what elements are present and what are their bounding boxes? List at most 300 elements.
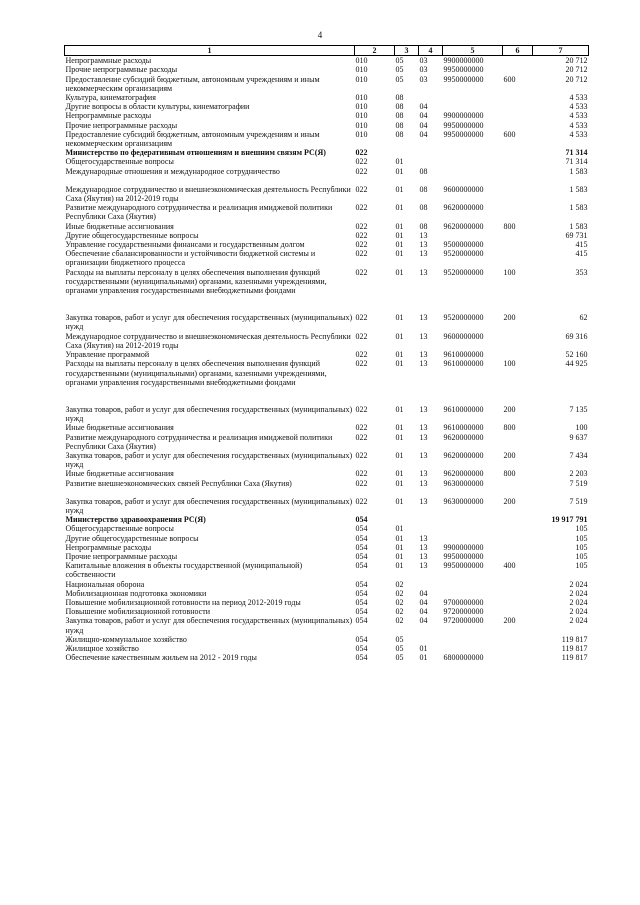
row-target-cell <box>443 635 503 644</box>
row-code-cell: 010 <box>355 111 368 121</box>
row-target-cell: 9950000000 <box>443 120 484 130</box>
row-amount-cell: 105 <box>575 561 588 571</box>
row-name-cell: Культура, кинематография <box>65 93 156 103</box>
row-amount-cell: 20 712 <box>565 56 588 66</box>
row-amount-cell: 4 533 <box>569 120 588 130</box>
row-name-cell: Национальная оборона <box>65 579 145 589</box>
row-section-cell: 01 <box>395 432 404 442</box>
row-amount-cell: 4 533 <box>569 129 588 139</box>
row-target-cell: 6800000000 <box>443 653 484 663</box>
row-code-cell: 022 <box>355 469 368 479</box>
table-row <box>65 543 589 552</box>
row-section-cell: 01 <box>395 249 404 259</box>
table-row <box>65 405 589 423</box>
table-row <box>65 653 589 662</box>
row-amount-cell: 7 434 <box>569 450 588 460</box>
column-header: 5 <box>443 46 503 56</box>
row-name-cell: Общегосударственные вопросы <box>65 524 174 534</box>
row-amount-cell: 1 583 <box>569 221 588 231</box>
row-section-cell: 01 <box>395 240 404 250</box>
row-section-cell: 01 <box>395 331 404 341</box>
row-subsection-cell: 13 <box>419 230 428 240</box>
row-subsection-cell <box>419 515 443 524</box>
row-target-cell: 9500000000 <box>443 240 484 250</box>
table-row <box>65 148 589 157</box>
table-row <box>65 157 589 166</box>
row-section-cell: 01 <box>395 313 404 323</box>
table-row <box>65 249 589 267</box>
row-subsection-cell: 13 <box>419 240 428 250</box>
row-target-cell: 9630000000 <box>443 478 484 488</box>
table-row <box>65 607 589 616</box>
row-name-cell: Расходы на выплаты персоналу в целях обеспечения выполнения функций государственными (муниципальными) органами, казенными учреждениями, органами управления государственными внебюджетными фондами <box>65 267 327 296</box>
row-section-cell: 05 <box>395 74 404 84</box>
table-row <box>65 185 589 203</box>
table-row <box>65 451 589 469</box>
row-section-cell: 05 <box>395 56 404 66</box>
row-target-cell: 9900000000 <box>443 542 484 552</box>
row-type-cell: 400 <box>503 561 516 571</box>
row-name-cell: Повышение мобилизационной готовности на период 2012-2019 годы <box>65 597 301 607</box>
row-code-cell: 054 <box>355 616 368 626</box>
row-code-cell: 022 <box>355 432 368 442</box>
row-target-cell <box>443 580 503 589</box>
row-section-cell: 01 <box>395 469 404 479</box>
row-section-cell: 02 <box>395 616 404 626</box>
row-amount-cell: 415 <box>575 240 588 250</box>
row-amount-cell: 105 <box>575 542 588 552</box>
row-subsection-cell: 13 <box>419 551 428 561</box>
table-row <box>65 423 589 432</box>
row-code-cell: 054 <box>355 588 368 598</box>
row-target-cell: 9600000000 <box>443 331 484 341</box>
row-section-cell: 01 <box>395 496 404 506</box>
row-amount-cell: 105 <box>575 524 588 534</box>
row-type-cell: 600 <box>503 129 516 139</box>
row-target-cell <box>443 102 503 111</box>
table-row <box>65 524 589 533</box>
row-amount-cell: 415 <box>575 249 588 259</box>
row-section-cell: 01 <box>395 542 404 552</box>
row-section-cell: 01 <box>395 184 404 194</box>
row-section-cell: 05 <box>395 653 404 663</box>
row-type-cell <box>503 185 533 203</box>
row-amount-cell: 7 135 <box>569 404 588 414</box>
row-name-cell: Международное сотрудничество и внешнеэкономическая деятельность Республики Саха (Якутия) на 2012-2019 годы <box>65 184 351 204</box>
row-subsection-cell: 08 <box>419 221 428 231</box>
row-section-cell: 01 <box>395 230 404 240</box>
row-type-cell <box>503 635 533 644</box>
row-code-cell: 022 <box>355 350 368 360</box>
row-amount-cell: 69 316 <box>565 331 588 341</box>
row-amount-cell: 105 <box>575 551 588 561</box>
row-section-cell: 01 <box>395 157 404 167</box>
row-name-cell: Предоставление субсидий бюджетным, автономным учреждениям и иным некоммерческим организациям <box>65 74 320 93</box>
row-subsection-cell: 13 <box>419 542 428 552</box>
row-section-cell: 01 <box>395 359 404 369</box>
row-section-cell: 01 <box>395 267 404 277</box>
row-type-cell: 200 <box>503 616 516 626</box>
row-target-cell: 9950000000 <box>443 551 484 561</box>
row-code-cell: 054 <box>355 607 368 617</box>
row-target-cell: 9630000000 <box>443 496 484 506</box>
row-section-cell <box>395 148 419 157</box>
table-row <box>65 111 589 120</box>
row-section-cell: 01 <box>395 350 404 360</box>
table-row <box>65 65 589 74</box>
row-target-cell: 9620000000 <box>443 432 484 442</box>
row-target-cell: 9720000000 <box>443 607 484 617</box>
row-target-cell: 9950000000 <box>443 561 484 571</box>
row-code-cell: 022 <box>355 221 368 231</box>
row-subsection-cell <box>419 635 443 644</box>
row-name-cell: Иные бюджетные ассигнования <box>65 423 174 433</box>
column-header: 4 <box>419 46 443 56</box>
table-row <box>65 268 589 314</box>
row-subsection-cell: 01 <box>419 653 428 663</box>
row-name-cell: Закупка товаров, работ и услуг для обеспечения государственных (муниципальных) нужд <box>65 450 353 470</box>
row-code-cell: 054 <box>355 597 368 607</box>
row-amount-cell: 105 <box>575 533 588 543</box>
row-type-cell <box>503 543 533 552</box>
row-name-cell: Управление государственными финансами и государственным долгом <box>65 240 305 250</box>
row-name-cell: Международные отношения и международное сотрудничество <box>65 166 280 176</box>
table-row <box>65 479 589 497</box>
row-target-cell: 9900000000 <box>443 111 484 121</box>
row-subsection-cell: 13 <box>419 496 428 506</box>
row-amount-cell: 19 917 791 <box>551 515 588 525</box>
row-name-cell: Закупка товаров, работ и услуг для обеспечения государственных (муниципальных) нужд <box>65 496 353 515</box>
row-section-cell: 01 <box>395 478 404 488</box>
row-type-cell <box>503 167 533 185</box>
row-code-cell: 054 <box>355 551 368 561</box>
table-row <box>65 598 589 607</box>
row-amount-cell: 71 314 <box>565 157 588 167</box>
row-name-cell: Непрограммные расходы <box>65 56 152 66</box>
row-target-cell <box>443 589 503 598</box>
row-target-cell: 9720000000 <box>443 616 484 626</box>
row-subsection-cell <box>419 580 443 589</box>
row-section-cell: 08 <box>395 111 404 121</box>
row-subsection-cell: 13 <box>419 478 428 488</box>
row-code-cell: 022 <box>355 450 368 460</box>
table-row <box>65 130 589 148</box>
row-code-cell: 054 <box>355 634 368 644</box>
row-name-cell: Прочие непрограммные расходы <box>65 551 178 561</box>
row-amount-cell: 2 024 <box>569 588 588 598</box>
row-name-cell: Другие общегосударственные вопросы <box>65 230 199 240</box>
row-code-cell: 054 <box>355 524 368 534</box>
row-subsection-cell: 04 <box>419 129 428 139</box>
row-name-cell: Развитие международного сотрудничества и реализация имиджевой политики Республики Саха (Якутия) <box>65 432 333 451</box>
row-target-cell <box>443 93 503 102</box>
row-type-cell: 200 <box>503 404 516 414</box>
row-amount-cell: 2 024 <box>569 597 588 607</box>
row-code-cell: 054 <box>355 561 368 571</box>
row-subsection-cell: 04 <box>419 597 428 607</box>
row-name-cell: Предоставление субсидий бюджетным, автономным учреждениям и иным некоммерческим организациям <box>65 129 320 149</box>
column-header: 6 <box>503 46 533 56</box>
table-row <box>65 433 589 451</box>
row-name-cell: Министерство по федеративным отношениям и внешним связям РС(Я) <box>65 148 326 158</box>
row-subsection-cell: 13 <box>419 350 428 360</box>
row-amount-cell: 1 583 <box>569 166 588 176</box>
row-code-cell: 022 <box>355 203 368 213</box>
row-type-cell <box>503 479 533 497</box>
row-type-cell <box>503 332 533 350</box>
row-target-cell <box>443 148 503 157</box>
row-type-cell: 200 <box>503 450 516 460</box>
row-type-cell <box>503 157 533 166</box>
table-row <box>65 93 589 102</box>
row-amount-cell: 2 024 <box>569 579 588 589</box>
row-amount-cell: 353 <box>575 267 588 277</box>
row-name-cell: Иные бюджетные ассигнования <box>65 221 174 231</box>
row-code-cell: 010 <box>355 65 368 75</box>
row-type-cell <box>503 121 533 130</box>
row-name-cell: Иные бюджетные ассигнования <box>65 469 174 479</box>
table-row <box>65 635 589 644</box>
row-section-cell: 01 <box>395 404 404 414</box>
table-row <box>65 561 589 579</box>
row-name-cell: Закупка товаров, работ и услуг для обеспечения государственных (муниципальных) нужд <box>65 616 353 635</box>
row-amount-cell: 20 712 <box>565 65 588 75</box>
table-header-row <box>65 46 589 56</box>
row-amount-cell: 119 817 <box>561 643 588 653</box>
row-name-cell: Прочие непрограммные расходы <box>65 120 178 130</box>
budget-table <box>64 45 589 662</box>
row-code-cell: 022 <box>355 240 368 250</box>
row-subsection-cell: 03 <box>419 65 428 75</box>
row-target-cell <box>443 231 503 240</box>
row-target-cell <box>443 157 503 166</box>
row-amount-cell: 62 <box>579 313 588 323</box>
row-code-cell: 022 <box>355 331 368 341</box>
row-target-cell: 9620000000 <box>443 450 484 460</box>
row-target-cell: 9600000000 <box>443 184 484 194</box>
row-name-cell: Жилищное хозяйство <box>65 643 139 653</box>
row-section-cell: 05 <box>395 65 404 75</box>
row-section-cell: 08 <box>395 102 404 112</box>
row-subsection-cell: 03 <box>419 56 428 66</box>
row-type-cell <box>503 653 533 662</box>
row-type-cell <box>503 515 533 524</box>
row-amount-cell: 20 712 <box>565 74 588 84</box>
row-subsection-cell: 04 <box>419 111 428 121</box>
row-code-cell: 022 <box>355 496 368 506</box>
row-amount-cell: 119 817 <box>561 653 588 663</box>
row-subsection-cell: 13 <box>419 533 428 543</box>
row-code-cell: 054 <box>355 542 368 552</box>
row-subsection-cell: 13 <box>419 561 428 571</box>
row-target-cell: 9610000000 <box>443 350 484 360</box>
row-target-cell <box>443 524 503 533</box>
row-target-cell: 9620000000 <box>443 221 484 231</box>
row-code-cell: 022 <box>355 184 368 194</box>
row-subsection-cell: 13 <box>419 249 428 259</box>
table-row <box>65 240 589 249</box>
row-type-cell <box>503 249 533 267</box>
table-row <box>65 359 589 405</box>
row-subsection-cell: 13 <box>419 450 428 460</box>
table-row <box>65 231 589 240</box>
row-target-cell: 9520000000 <box>443 313 484 323</box>
row-code-cell: 054 <box>355 653 368 663</box>
row-code-cell: 022 <box>355 148 368 158</box>
row-subsection-cell: 08 <box>419 184 428 194</box>
row-name-cell: Обеспечение сбалансированности и устойчивости бюджетной системы и организации бюджетного процесса <box>65 249 316 268</box>
row-type-cell <box>503 65 533 74</box>
table-row <box>65 332 589 350</box>
row-code-cell: 022 <box>355 230 368 240</box>
row-name-cell: Обеспечение качественным жильем на 2012 - 2019 годы <box>65 653 257 663</box>
row-code-cell: 022 <box>355 423 368 433</box>
row-section-cell: 01 <box>395 423 404 433</box>
row-target-cell: 9620000000 <box>443 469 484 479</box>
row-section-cell: 08 <box>395 120 404 130</box>
row-type-cell: 800 <box>503 469 516 479</box>
row-subsection-cell: 04 <box>419 616 428 626</box>
row-type-cell: 100 <box>503 267 516 277</box>
row-amount-cell: 71 314 <box>565 148 588 158</box>
row-target-cell <box>443 167 503 185</box>
table-row <box>65 497 589 515</box>
row-subsection-cell: 13 <box>419 432 428 442</box>
row-amount-cell: 44 925 <box>565 359 588 369</box>
table-row <box>65 102 589 111</box>
row-type-cell <box>503 111 533 120</box>
row-name-cell: Расходы на выплаты персоналу в целях обеспечения выполнения функций государственными (муниципальными) органами, казенными учреждениями, органами управления государственными внебюджетными фондами <box>65 359 327 387</box>
row-target-cell: 9520000000 <box>443 249 484 259</box>
row-type-cell <box>503 203 533 221</box>
row-subsection-cell: 03 <box>419 74 428 84</box>
row-amount-cell: 119 817 <box>561 634 588 644</box>
row-name-cell: Управление программой <box>65 350 150 360</box>
row-name-cell: Министерство здравоохранения РС(Я) <box>65 515 206 525</box>
row-amount-cell: 2 203 <box>569 469 588 479</box>
row-subsection-cell: 13 <box>419 331 428 341</box>
row-section-cell: 08 <box>395 129 404 139</box>
row-subsection-cell: 01 <box>419 643 428 653</box>
row-amount-cell: 4 533 <box>569 102 588 112</box>
row-subsection-cell: 13 <box>419 423 428 433</box>
table-row <box>65 580 589 589</box>
row-amount-cell: 9 637 <box>569 432 588 442</box>
row-amount-cell: 4 533 <box>569 111 588 121</box>
row-name-cell: Непрограммные расходы <box>65 542 152 552</box>
row-code-cell: 054 <box>355 643 368 653</box>
row-name-cell: Развитие международного сотрудничества и реализация имиджевой политики Республики Саха (Якутия) <box>65 203 333 222</box>
row-section-cell: 08 <box>395 93 404 103</box>
row-code-cell: 010 <box>355 102 368 112</box>
table-row <box>65 313 589 331</box>
row-type-cell <box>503 607 533 616</box>
row-target-cell <box>443 644 503 653</box>
row-section-cell: 02 <box>395 607 404 617</box>
row-subsection-cell: 13 <box>419 267 428 277</box>
row-type-cell: 600 <box>503 74 516 84</box>
row-amount-cell: 2 024 <box>569 607 588 617</box>
row-type-cell <box>503 56 533 66</box>
table-row <box>65 121 589 130</box>
row-subsection-cell: 04 <box>419 120 428 130</box>
row-subsection-cell <box>419 148 443 157</box>
row-name-cell: Общегосударственные вопросы <box>65 157 174 167</box>
row-type-cell: 200 <box>503 496 516 506</box>
row-amount-cell: 7 519 <box>569 496 588 506</box>
row-amount-cell: 1 583 <box>569 203 588 213</box>
row-type-cell <box>503 93 533 102</box>
row-target-cell: 9620000000 <box>443 203 484 213</box>
row-subsection-cell: 13 <box>419 469 428 479</box>
row-code-cell: 010 <box>355 120 368 130</box>
row-subsection-cell: 13 <box>419 313 428 323</box>
row-target-cell <box>443 534 503 543</box>
row-section-cell: 01 <box>395 533 404 543</box>
row-name-cell: Другие вопросы в области культуры, кинематографии <box>65 102 250 112</box>
row-subsection-cell: 04 <box>419 607 428 617</box>
table-row <box>65 75 589 93</box>
row-type-cell <box>503 524 533 533</box>
row-name-cell: Другие общегосударственные вопросы <box>65 533 199 543</box>
row-amount-cell: 69 731 <box>565 230 588 240</box>
column-header: 3 <box>395 46 419 56</box>
row-type-cell <box>503 350 533 359</box>
table-row <box>65 589 589 598</box>
row-name-cell: Закупка товаров, работ и услуг для обеспечения государственных (муниципальных) нужд <box>65 313 353 332</box>
row-name-cell: Повышение мобилизационной готовности <box>65 607 211 617</box>
row-section-cell: 02 <box>395 588 404 598</box>
row-code-cell: 022 <box>355 249 368 259</box>
row-type-cell <box>503 580 533 589</box>
row-type-cell <box>503 433 533 451</box>
table-row <box>65 644 589 653</box>
row-type-cell <box>503 102 533 111</box>
row-section-cell: 01 <box>395 450 404 460</box>
row-type-cell <box>503 552 533 561</box>
row-section-cell: 01 <box>395 221 404 231</box>
row-amount-cell: 7 519 <box>569 478 588 488</box>
row-code-cell: 022 <box>355 478 368 488</box>
row-target-cell: 9950000000 <box>443 129 484 139</box>
row-target-cell: 9700000000 <box>443 597 484 607</box>
row-subsection-cell: 13 <box>419 404 428 414</box>
table-row <box>65 203 589 221</box>
row-name-cell: Капитальные вложения в объекты государственной (муниципальной) собственности <box>65 561 303 580</box>
row-subsection-cell <box>419 93 443 102</box>
table-body <box>65 56 589 663</box>
row-name-cell: Мобилизационная подготовка экономики <box>65 588 207 598</box>
row-subsection-cell <box>419 157 443 166</box>
row-code-cell: 010 <box>355 56 368 66</box>
row-section-cell: 01 <box>395 551 404 561</box>
table-row <box>65 534 589 543</box>
row-code-cell: 054 <box>355 515 368 525</box>
row-type-cell <box>503 231 533 240</box>
row-section-cell: 01 <box>395 524 404 534</box>
row-subsection-cell: 04 <box>419 102 428 112</box>
row-code-cell: 022 <box>355 267 368 277</box>
row-section-cell: 01 <box>395 561 404 571</box>
row-section-cell: 02 <box>395 597 404 607</box>
row-code-cell: 010 <box>355 129 368 139</box>
row-type-cell <box>503 148 533 157</box>
row-name-cell: Жилищно-коммунальное хозяйство <box>65 634 187 644</box>
table-row <box>65 469 589 478</box>
row-target-cell: 9950000000 <box>443 74 484 84</box>
row-section-cell: 05 <box>395 634 404 644</box>
row-section-cell: 02 <box>395 579 404 589</box>
